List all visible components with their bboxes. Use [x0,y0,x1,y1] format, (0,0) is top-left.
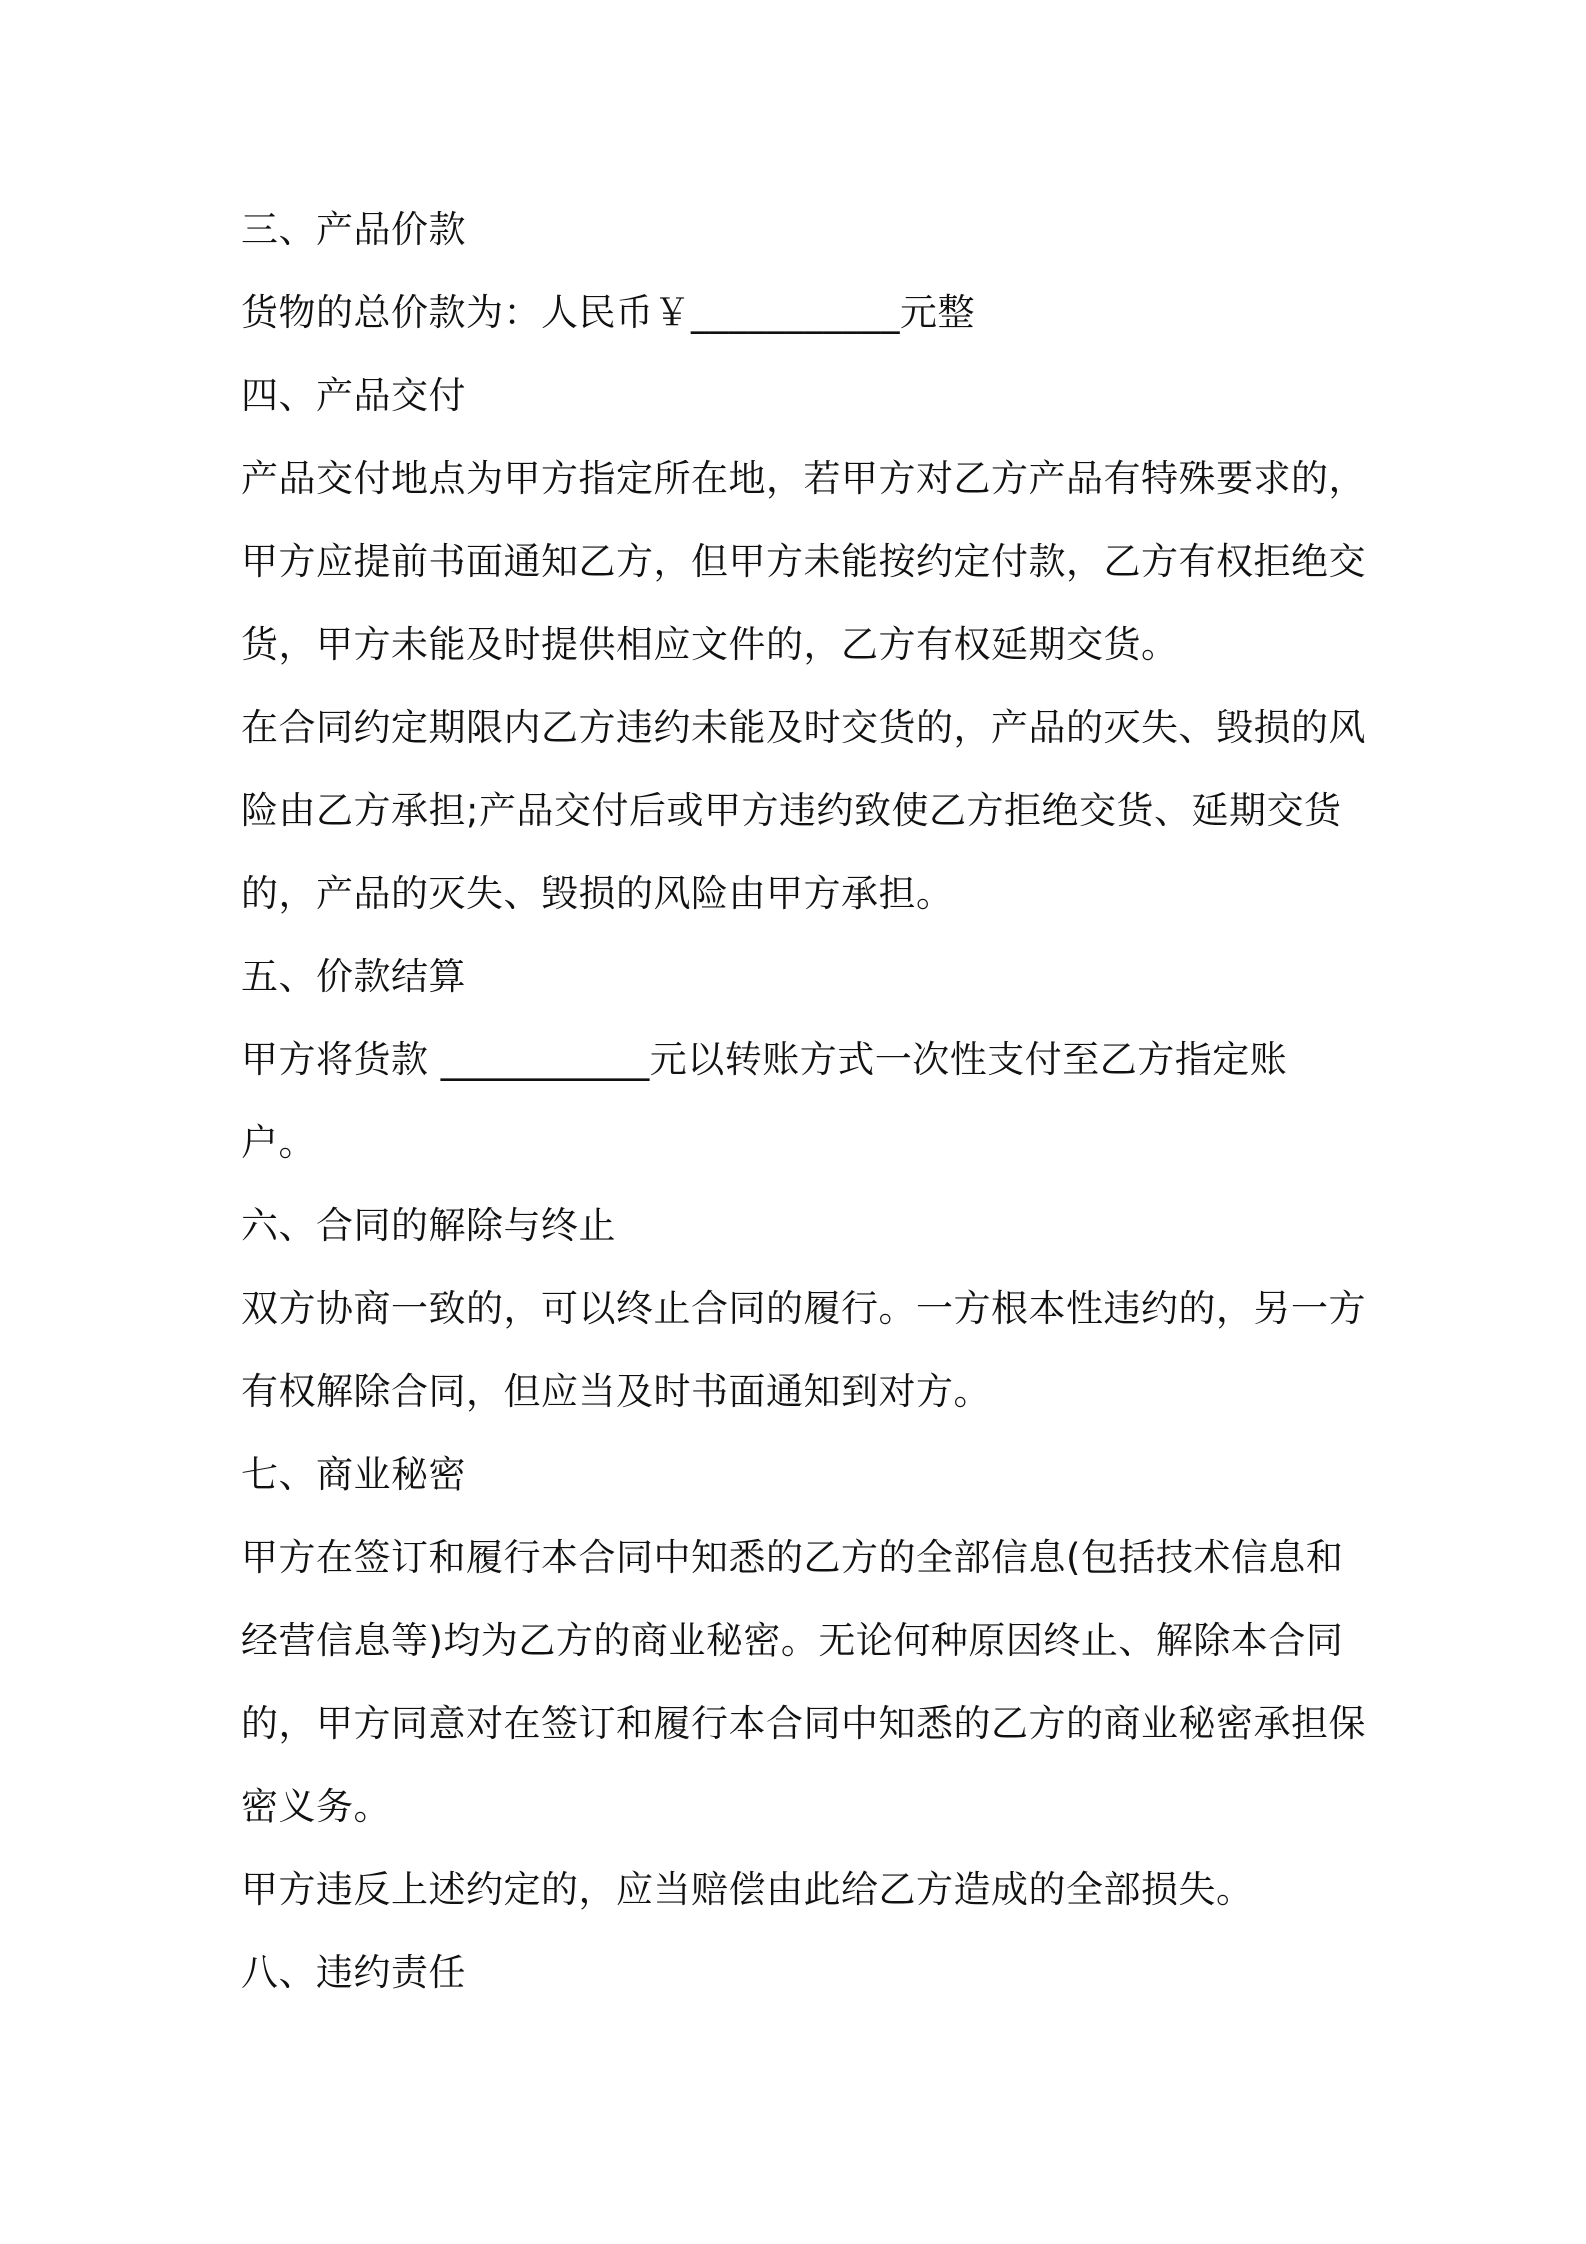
paragraph-line: 险由乙方承担;产品交付后或甲方违约致使乙方拒绝交货、延期交货 [241,789,1342,832]
section-heading-settlement: 五、价款结算 [241,955,466,998]
paragraph-line: 有权解除合同，但应当及时书面通知到对方。 [241,1370,991,1413]
paragraph-line: 甲方将货款 ___________元以转账方式一次性支付至乙方指定账 [241,1038,1288,1081]
paragraph-line: 甲方在签订和履行本合同中知悉的乙方的全部信息(包括技术信息和 [241,1536,1344,1579]
paragraph-line: 户。 [241,1121,316,1164]
section-heading-trade-secrets: 七、商业秘密 [241,1453,466,1496]
paragraph-line: 密义务。 [241,1785,391,1828]
section-heading-termination: 六、合同的解除与终止 [241,1204,616,1247]
section-heading-delivery: 四、产品交付 [241,374,466,417]
paragraph-line: 货物的总价款为：人民币￥___________元整 [241,291,975,334]
section-heading-liability: 八、违约责任 [241,1951,466,1994]
paragraph-line: 双方协商一致的，可以终止合同的履行。一方根本性违约的，另一方 [241,1287,1366,1330]
paragraph-line: 的，甲方同意对在签订和履行本合同中知悉的乙方的商业秘密承担保 [241,1702,1366,1745]
paragraph-line: 在合同约定期限内乙方违约未能及时交货的，产品的灭失、毁损的风 [241,706,1366,749]
section-heading-price: 三、产品价款 [241,208,466,251]
paragraph-line: 产品交付地点为甲方指定所在地，若甲方对乙方产品有特殊要求的， [241,457,1366,500]
paragraph-line: 经营信息等)均为乙方的商业秘密。无论何种原因终止、解除本合同 [241,1619,1344,1662]
paragraph-line: 货，甲方未能及时提供相应文件的，乙方有权延期交货。 [241,623,1179,666]
paragraph-line: 的，产品的灭失、毁损的风险由甲方承担。 [241,872,954,915]
paragraph-line: 甲方应提前书面通知乙方，但甲方未能按约定付款，乙方有权拒绝交 [241,540,1366,583]
paragraph-line: 甲方违反上述约定的，应当赔偿由此给乙方造成的全部损失。 [241,1868,1254,1911]
